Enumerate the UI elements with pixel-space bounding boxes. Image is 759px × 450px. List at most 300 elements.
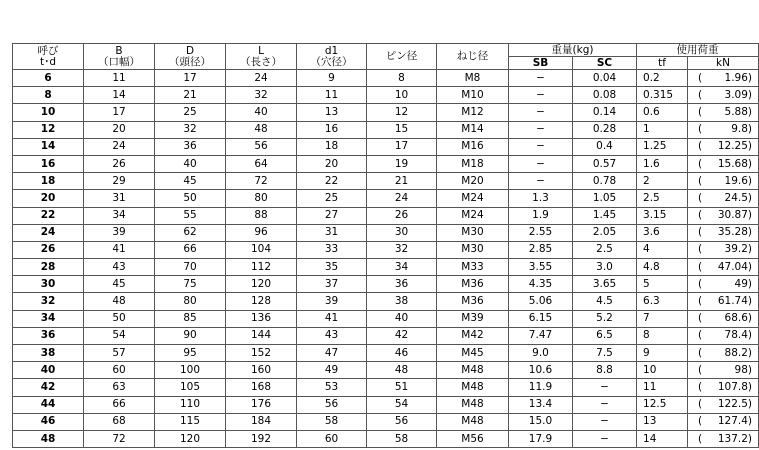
cell-d1: 18: [297, 138, 367, 155]
cell-kn: [688, 241, 759, 258]
table-row: [13, 413, 759, 430]
cell-sb: 1.9: [509, 207, 573, 224]
table-row: [13, 104, 759, 121]
cell-thread: M30: [437, 241, 509, 258]
cell-l: 128: [226, 293, 297, 310]
paren-close: ): [747, 191, 753, 204]
cell-tf: 2.5: [637, 190, 688, 207]
header-size: [13, 44, 84, 70]
table-row: [13, 155, 759, 172]
header-d1-line2: （穴径）: [310, 55, 353, 68]
kn-value: 68.6: [724, 312, 748, 325]
cell-tf: 7: [637, 310, 688, 327]
table-row: [13, 259, 759, 276]
cell-pin: 24: [367, 190, 437, 207]
cell-pin: 21: [367, 173, 437, 190]
cell-sc: −: [573, 379, 637, 396]
cell-b: 26: [84, 155, 155, 172]
header-size-line2: t･d: [39, 55, 57, 68]
paren-close: ): [747, 140, 753, 153]
cell-pin: 58: [367, 430, 437, 447]
cell-sc: 0.78: [573, 173, 637, 190]
cell-sc: 1.45: [573, 207, 637, 224]
cell-l: 88: [226, 207, 297, 224]
cell-pin: 46: [367, 345, 437, 362]
cell-sc: 4.5: [573, 293, 637, 310]
cell-d1: 60: [297, 430, 367, 447]
kn-value: 3.09: [724, 88, 748, 101]
paren-open: (: [698, 260, 703, 273]
paren-open: (: [698, 398, 703, 411]
paren-open: (: [698, 380, 703, 393]
cell-thread: M48: [437, 362, 509, 379]
cell-thread: M45: [437, 345, 509, 362]
cell-sb: −: [509, 138, 573, 155]
cell-tf: 1.25: [637, 138, 688, 155]
paren-close: ): [747, 157, 753, 170]
cell-pin: 51: [367, 379, 437, 396]
cell-tf: 12.5: [637, 396, 688, 413]
paren-open: (: [698, 157, 703, 170]
cell-kn: [688, 190, 759, 207]
cell-sc: −: [573, 396, 637, 413]
paren-close: ): [747, 329, 753, 342]
paren-open: (: [698, 209, 703, 222]
paren-open: (: [698, 312, 703, 325]
paren-close: ): [747, 243, 753, 256]
header-l: [226, 44, 297, 70]
cell-sb: 17.9: [509, 430, 573, 447]
kn-value: 35.28: [717, 226, 748, 239]
cell-thread: M48: [437, 379, 509, 396]
cell-thread: M56: [437, 430, 509, 447]
kn-value: 98: [734, 363, 748, 376]
cell-d: 40: [155, 155, 226, 172]
cell-size: 36: [13, 327, 84, 344]
cell-size: 6: [13, 70, 84, 87]
cell-size: 34: [13, 310, 84, 327]
cell-d: 36: [155, 138, 226, 155]
cell-thread: M39: [437, 310, 509, 327]
cell-b: 41: [84, 241, 155, 258]
cell-l: 40: [226, 104, 297, 121]
cell-b: 20: [84, 121, 155, 138]
paren-close: ): [747, 295, 753, 308]
cell-d1: 31: [297, 224, 367, 241]
cell-thread: M12: [437, 104, 509, 121]
cell-sc: 5.2: [573, 310, 637, 327]
cell-d: 80: [155, 293, 226, 310]
cell-d1: 22: [297, 173, 367, 190]
cell-kn: [688, 362, 759, 379]
table-row: [13, 173, 759, 190]
cell-d1: 41: [297, 310, 367, 327]
cell-sc: 0.28: [573, 121, 637, 138]
kn-value: 78.4: [724, 329, 748, 342]
cell-d: 66: [155, 241, 226, 258]
paren-open: (: [698, 88, 703, 101]
cell-kn: [688, 310, 759, 327]
cell-d: 21: [155, 87, 226, 104]
cell-d: 25: [155, 104, 226, 121]
cell-pin: 26: [367, 207, 437, 224]
header-thread: ねじ径: [437, 44, 509, 70]
cell-l: 64: [226, 155, 297, 172]
cell-sb: −: [509, 87, 573, 104]
header-sc: SC: [573, 57, 637, 70]
paren-open: (: [698, 174, 703, 187]
kn-value: 127.4: [717, 415, 748, 428]
cell-sb: 2.55: [509, 224, 573, 241]
cell-kn: [688, 224, 759, 241]
kn-value: 61.74: [717, 295, 748, 308]
paren-close: ): [747, 277, 753, 290]
table-row: [13, 276, 759, 293]
cell-d1: 13: [297, 104, 367, 121]
cell-pin: 40: [367, 310, 437, 327]
kn-value: 137.2: [717, 432, 748, 445]
header-d1: [297, 44, 367, 70]
cell-tf: 0.315: [637, 87, 688, 104]
table-row: [13, 310, 759, 327]
cell-l: 32: [226, 87, 297, 104]
cell-d1: 25: [297, 190, 367, 207]
cell-sb: 7.47: [509, 327, 573, 344]
cell-size: 48: [13, 430, 84, 447]
cell-tf: 9: [637, 345, 688, 362]
cell-d: 110: [155, 396, 226, 413]
cell-tf: 11: [637, 379, 688, 396]
cell-b: 60: [84, 362, 155, 379]
cell-pin: 30: [367, 224, 437, 241]
cell-sc: 1.05: [573, 190, 637, 207]
table-row: [13, 293, 759, 310]
cell-tf: 14: [637, 430, 688, 447]
cell-tf: 8: [637, 327, 688, 344]
cell-thread: M24: [437, 207, 509, 224]
cell-kn: [688, 327, 759, 344]
paren-open: (: [698, 432, 703, 445]
cell-size: 46: [13, 413, 84, 430]
table-row: [13, 430, 759, 447]
cell-kn: [688, 293, 759, 310]
cell-b: 11: [84, 70, 155, 87]
cell-size: 20: [13, 190, 84, 207]
cell-d1: 49: [297, 362, 367, 379]
cell-size: 32: [13, 293, 84, 310]
cell-size: 24: [13, 224, 84, 241]
cell-pin: 32: [367, 241, 437, 258]
cell-kn: [688, 173, 759, 190]
cell-d1: 20: [297, 155, 367, 172]
cell-b: 48: [84, 293, 155, 310]
kn-value: 88.2: [724, 346, 748, 359]
cell-b: 29: [84, 173, 155, 190]
cell-pin: 10: [367, 87, 437, 104]
cell-size: 30: [13, 276, 84, 293]
kn-value: 12.25: [717, 140, 748, 153]
paren-close: ): [747, 398, 753, 411]
cell-pin: 12: [367, 104, 437, 121]
paren-close: ): [747, 415, 753, 428]
table-row: [13, 396, 759, 413]
table-row: [13, 224, 759, 241]
cell-sc: 3.65: [573, 276, 637, 293]
cell-sc: 0.57: [573, 155, 637, 172]
paren-open: (: [698, 71, 703, 84]
cell-kn: [688, 104, 759, 121]
header-l-line1: L: [258, 44, 264, 57]
cell-l: 72: [226, 173, 297, 190]
spec-table-container: [12, 43, 753, 448]
cell-sb: 9.0: [509, 345, 573, 362]
cell-thread: M24: [437, 190, 509, 207]
paren-close: ): [747, 226, 753, 239]
cell-l: 96: [226, 224, 297, 241]
cell-b: 54: [84, 327, 155, 344]
cell-sb: 11.9: [509, 379, 573, 396]
cell-sc: 2.5: [573, 241, 637, 258]
table-row: [13, 345, 759, 362]
cell-thread: M36: [437, 293, 509, 310]
cell-d: 100: [155, 362, 226, 379]
cell-b: 63: [84, 379, 155, 396]
cell-d1: 11: [297, 87, 367, 104]
cell-kn: [688, 345, 759, 362]
paren-open: (: [698, 346, 703, 359]
kn-value: 49: [734, 277, 748, 290]
cell-size: 10: [13, 104, 84, 121]
cell-size: 8: [13, 87, 84, 104]
cell-d1: 58: [297, 413, 367, 430]
cell-l: 152: [226, 345, 297, 362]
cell-d: 32: [155, 121, 226, 138]
cell-tf: 6.3: [637, 293, 688, 310]
header-d-line1: D: [185, 44, 195, 57]
cell-d1: 53: [297, 379, 367, 396]
cell-sb: −: [509, 173, 573, 190]
paren-open: (: [698, 226, 703, 239]
cell-sb: 6.15: [509, 310, 573, 327]
cell-thread: M10: [437, 87, 509, 104]
cell-d1: 39: [297, 293, 367, 310]
header-pin: ピン径: [367, 44, 437, 70]
cell-tf: 5: [637, 276, 688, 293]
cell-size: 26: [13, 241, 84, 258]
cell-b: 57: [84, 345, 155, 362]
paren-close: ): [747, 432, 753, 445]
cell-b: 24: [84, 138, 155, 155]
cell-l: 176: [226, 396, 297, 413]
header-size-line1: 呼び: [37, 44, 59, 57]
cell-b: 14: [84, 87, 155, 104]
cell-size: 16: [13, 155, 84, 172]
table-row: [13, 190, 759, 207]
kn-value: 122.5: [717, 398, 748, 411]
header-d: [155, 44, 226, 70]
cell-size: 12: [13, 121, 84, 138]
paren-open: (: [698, 295, 703, 308]
paren-open: (: [698, 363, 703, 376]
cell-pin: 42: [367, 327, 437, 344]
cell-l: 160: [226, 362, 297, 379]
cell-sb: −: [509, 70, 573, 87]
cell-sb: 13.4: [509, 396, 573, 413]
cell-pin: 36: [367, 276, 437, 293]
kn-value: 1.96: [724, 71, 748, 84]
cell-l: 136: [226, 310, 297, 327]
paren-close: ): [747, 209, 753, 222]
cell-b: 45: [84, 276, 155, 293]
cell-d1: 47: [297, 345, 367, 362]
cell-size: 18: [13, 173, 84, 190]
table-row: [13, 362, 759, 379]
cell-thread: M16: [437, 138, 509, 155]
header-tf: tf: [637, 57, 688, 70]
cell-thread: M14: [437, 121, 509, 138]
cell-d1: 43: [297, 327, 367, 344]
kn-value: 5.88: [724, 105, 748, 118]
table-row: [13, 138, 759, 155]
cell-thread: M18: [437, 155, 509, 172]
cell-b: 43: [84, 259, 155, 276]
cell-b: 17: [84, 104, 155, 121]
cell-sc: 8.8: [573, 362, 637, 379]
header-weight: 重量(kg): [509, 44, 637, 57]
cell-size: 44: [13, 396, 84, 413]
table-row: [13, 327, 759, 344]
cell-l: 192: [226, 430, 297, 447]
cell-l: 80: [226, 190, 297, 207]
cell-l: 48: [226, 121, 297, 138]
kn-value: 39.2: [724, 243, 748, 256]
cell-pin: 17: [367, 138, 437, 155]
cell-l: 56: [226, 138, 297, 155]
paren-open: (: [698, 277, 703, 290]
cell-thread: M30: [437, 224, 509, 241]
cell-sc: 0.4: [573, 138, 637, 155]
header-d1-line1: d1: [324, 44, 339, 57]
kn-value: 107.8: [717, 380, 748, 393]
kn-value: 9.8: [731, 123, 748, 136]
paren-open: (: [698, 105, 703, 118]
header-load: 使用荷重: [637, 44, 759, 57]
table-row: [13, 87, 759, 104]
cell-tf: 13: [637, 413, 688, 430]
kn-value: 15.68: [717, 157, 748, 170]
cell-pin: 8: [367, 70, 437, 87]
cell-sb: 5.06: [509, 293, 573, 310]
cell-sb: 2.85: [509, 241, 573, 258]
cell-sc: −: [573, 430, 637, 447]
cell-pin: 19: [367, 155, 437, 172]
cell-d1: 9: [297, 70, 367, 87]
cell-tf: 2: [637, 173, 688, 190]
cell-sc: −: [573, 413, 637, 430]
cell-size: 38: [13, 345, 84, 362]
cell-b: 66: [84, 396, 155, 413]
cell-thread: M33: [437, 259, 509, 276]
cell-kn: [688, 121, 759, 138]
cell-kn: [688, 413, 759, 430]
paren-open: (: [698, 243, 703, 256]
cell-tf: 1.6: [637, 155, 688, 172]
cell-d: 115: [155, 413, 226, 430]
table-row: [13, 70, 759, 87]
cell-sc: 7.5: [573, 345, 637, 362]
cell-l: 24: [226, 70, 297, 87]
cell-kn: [688, 259, 759, 276]
cell-l: 144: [226, 327, 297, 344]
cell-pin: 48: [367, 362, 437, 379]
kn-value: 30.87: [717, 209, 748, 222]
cell-sc: 0.14: [573, 104, 637, 121]
cell-d: 17: [155, 70, 226, 87]
header-l-line2: （長さ）: [240, 55, 282, 68]
spec-table: [12, 43, 759, 448]
cell-d1: 35: [297, 259, 367, 276]
paren-close: ): [747, 380, 753, 393]
cell-kn: [688, 87, 759, 104]
cell-sb: 10.6: [509, 362, 573, 379]
paren-close: ): [747, 260, 753, 273]
cell-thread: M42: [437, 327, 509, 344]
cell-d: 90: [155, 327, 226, 344]
paren-close: ): [747, 174, 753, 187]
cell-thread: M48: [437, 396, 509, 413]
cell-pin: 15: [367, 121, 437, 138]
cell-size: 22: [13, 207, 84, 224]
header-d-line2: （頭径）: [169, 55, 211, 68]
cell-l: 168: [226, 379, 297, 396]
cell-b: 31: [84, 190, 155, 207]
header-b: [84, 44, 155, 70]
paren-open: (: [698, 415, 703, 428]
cell-d1: 56: [297, 396, 367, 413]
paren-close: ): [747, 88, 753, 101]
header-sb: SB: [509, 57, 573, 70]
cell-sc: 0.04: [573, 70, 637, 87]
paren-close: ): [747, 346, 753, 359]
cell-d: 55: [155, 207, 226, 224]
cell-size: 40: [13, 362, 84, 379]
cell-size: 42: [13, 379, 84, 396]
cell-thread: M36: [437, 276, 509, 293]
cell-d: 75: [155, 276, 226, 293]
paren-close: ): [747, 105, 753, 118]
paren-open: (: [698, 140, 703, 153]
cell-size: 28: [13, 259, 84, 276]
cell-b: 68: [84, 413, 155, 430]
cell-thread: M20: [437, 173, 509, 190]
paren-open: (: [698, 123, 703, 136]
cell-tf: 3.15: [637, 207, 688, 224]
cell-d1: 27: [297, 207, 367, 224]
cell-d: 95: [155, 345, 226, 362]
cell-kn: [688, 70, 759, 87]
cell-d1: 33: [297, 241, 367, 258]
table-body: [13, 70, 759, 448]
paren-close: ): [747, 71, 753, 84]
cell-sc: 6.5: [573, 327, 637, 344]
paren-close: ): [747, 312, 753, 325]
cell-d: 105: [155, 379, 226, 396]
cell-d: 62: [155, 224, 226, 241]
paren-close: ): [747, 123, 753, 136]
cell-thread: M8: [437, 70, 509, 87]
cell-thread: M48: [437, 413, 509, 430]
cell-kn: [688, 276, 759, 293]
